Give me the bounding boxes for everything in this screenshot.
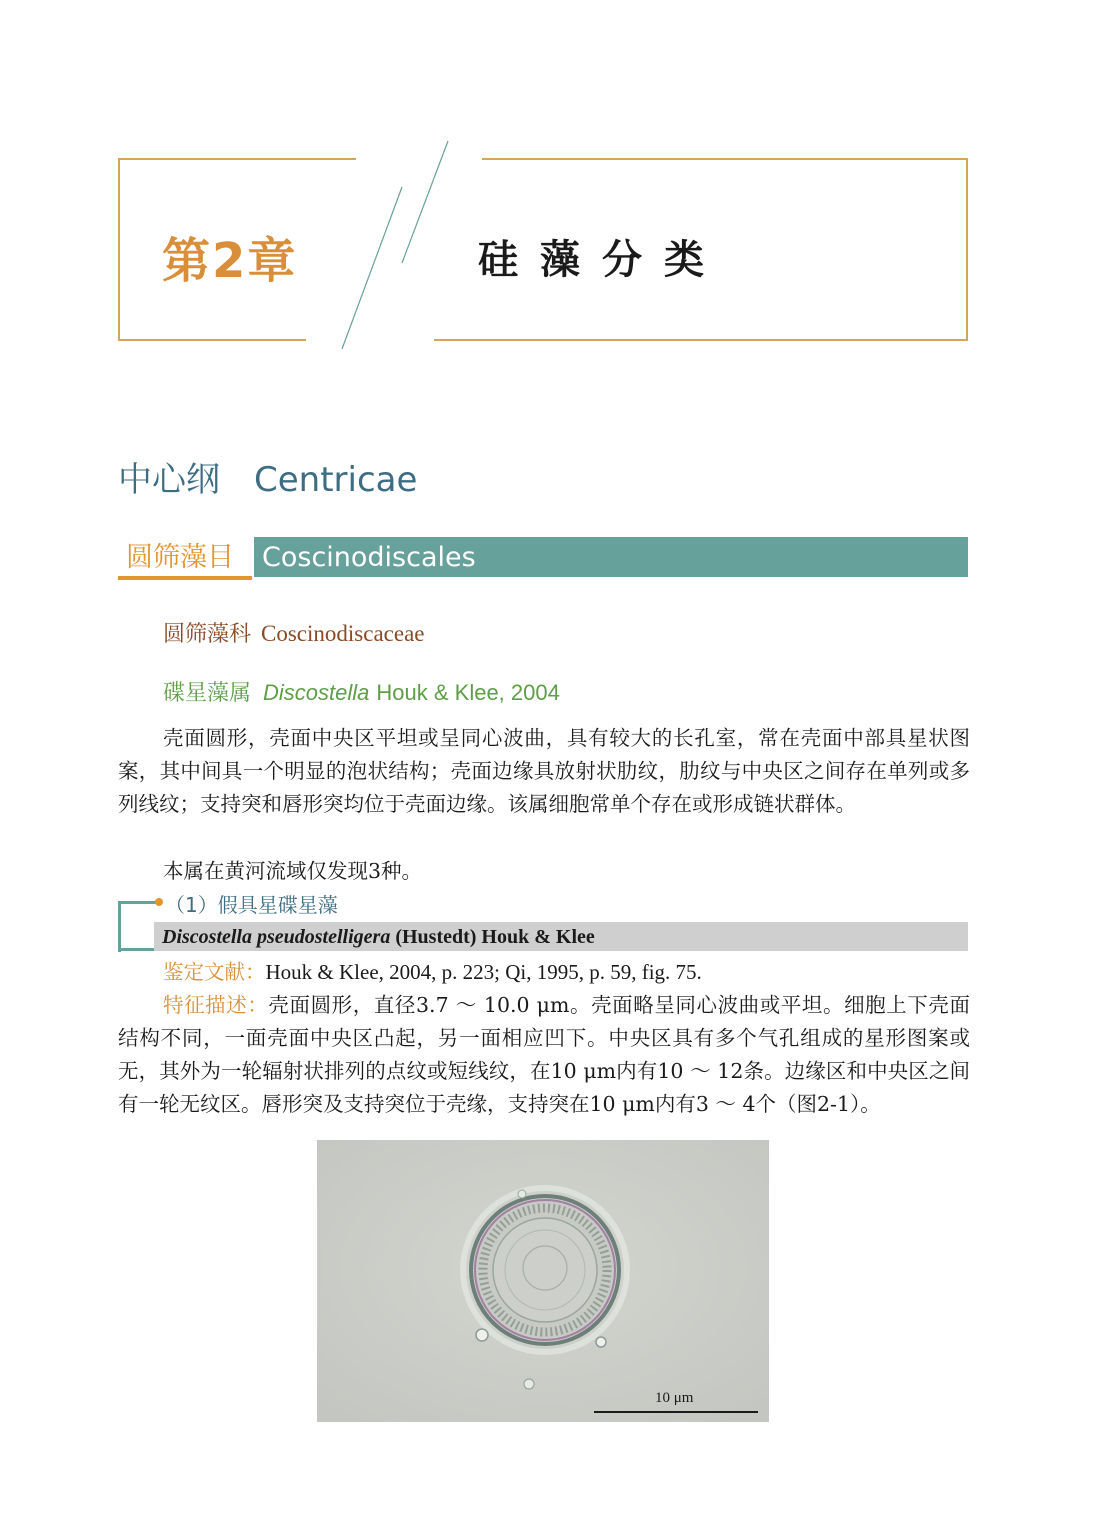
chapter-frame-bottom-left bbox=[118, 339, 306, 341]
species-bracket-top bbox=[118, 901, 160, 904]
class-heading-en: Centricae bbox=[254, 460, 418, 500]
chapter-frame-slashes bbox=[330, 135, 460, 355]
species-bracket-side bbox=[118, 902, 121, 952]
species-title: （1）假具星碟星藻 bbox=[165, 893, 338, 917]
chapter-number: 第2章 bbox=[162, 233, 298, 289]
family-heading bbox=[163, 617, 425, 648]
species-sci-name: Discostella pseudostelligera bbox=[162, 926, 391, 948]
chapter-frame-top-right bbox=[482, 158, 968, 160]
chapter-frame-right bbox=[966, 158, 968, 341]
genus-heading-authority: Houk & Klee, 2004 bbox=[376, 680, 560, 705]
order-heading-en: Coscinodiscales bbox=[254, 537, 968, 577]
diatom-micrograph bbox=[317, 1140, 769, 1422]
genus-heading-sci: Discostella bbox=[263, 680, 370, 705]
species-bracket-bottom bbox=[118, 948, 154, 951]
genus-heading bbox=[163, 676, 560, 707]
order-heading-zh: 圆筛藻目 bbox=[126, 542, 234, 573]
species-description bbox=[118, 989, 970, 1121]
reference-text: Houk & Klee, 2004, p. 223; Qi, 1995, p. 59, fig. 75. bbox=[265, 960, 702, 984]
species-name-bar bbox=[154, 922, 968, 951]
reference-label: 鉴定文献： bbox=[163, 960, 266, 984]
family-heading-zh: 圆筛藻科 bbox=[163, 622, 252, 647]
chapter-frame-bottom-right bbox=[434, 339, 968, 341]
scale-bar-label: 10 μm bbox=[655, 1390, 694, 1406]
chapter-frame-top-left bbox=[118, 158, 356, 160]
species-bullet-dot bbox=[155, 898, 163, 906]
genus-count: 本属在黄河流域仅发现3种。 bbox=[163, 859, 423, 883]
description-text: 壳面圆形，直径3.7 ～ 10.0 μm。壳面略呈同心波曲或平坦。细胞上下壳面结构不同，一面壳面中央区凸起，另一面相应凹下。中央区具有多个气孔组成的星形图案或无，其外为一轮辐射状排列的点纹或短线纹，在10 μm内有10 ～ 12条。边缘区和中央区之间有一轮无纹区。唇形突及支持突位于壳缘，支持突在10 μm内有3 ～ 4个（图2-1）。 bbox=[118, 993, 970, 1116]
description-label: 特征描述： bbox=[163, 993, 269, 1017]
scale-bar bbox=[594, 1411, 758, 1413]
order-underline bbox=[118, 576, 252, 580]
species-authority: (Hustedt) Houk & Klee bbox=[390, 926, 595, 948]
class-heading bbox=[118, 452, 417, 501]
class-heading-zh: 中心纲 bbox=[118, 460, 220, 500]
genus-heading-zh: 碟星藻属 bbox=[163, 681, 252, 706]
family-heading-en: Coscinodiscaceae bbox=[261, 621, 425, 646]
chapter-title: 硅藻分类 bbox=[478, 236, 726, 283]
chapter-frame-left bbox=[118, 158, 120, 341]
diatom-micrograph-drawing bbox=[317, 1140, 769, 1422]
species-reference bbox=[118, 956, 970, 989]
genus-description: 壳面圆形，壳面中央区平坦或呈同心波曲，具有较大的长孔室，常在壳面中部具星状图案，其中间具一个明显的泡状结构；壳面边缘具放射状肋纹，肋纹与中央区之间存在单列或多列线纹；支持突和唇形突均位于壳面边缘。该属细胞常单个存在或形成链状群体。 bbox=[118, 726, 970, 816]
